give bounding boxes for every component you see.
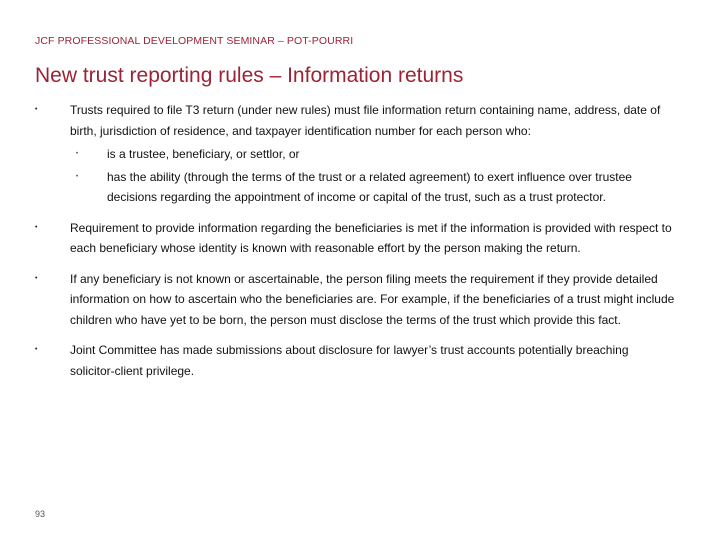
sub-bullet-marker: • xyxy=(76,173,79,180)
sub-bullet-text: is a trustee, beneficiary, or settlor, or xyxy=(107,147,300,161)
bullet-marker: • xyxy=(35,106,38,113)
bullet-row xyxy=(35,340,675,381)
bullet-list xyxy=(35,100,675,383)
bullet-item xyxy=(35,218,675,259)
sub-bullet-marker: • xyxy=(76,151,79,157)
bullet-item xyxy=(35,269,675,331)
bullet-row xyxy=(35,218,675,259)
bullet-row xyxy=(35,100,675,141)
bullet-text: Trusts required to file T3 return (under new rules) must file information return containing name, address, date of birth, jurisdiction of residence, and taxpayer identification number for each person who: xyxy=(70,103,661,138)
sub-bullet-text: has the ability (through the terms of the trust or a related agreement) to exert influence over trustee decisions regarding the appointment of income or capital of the trust, such as a trust protector. xyxy=(107,169,632,204)
sub-bullet-item xyxy=(70,167,675,208)
bullet-text: Requirement to provide information regarding the beneficiaries is met if the information is provided with respect to each beneficiary whose identity is known with reasonable effort by the person making the return. xyxy=(70,220,672,255)
bullet-item xyxy=(35,100,675,208)
bullet-item xyxy=(35,340,675,381)
bullet-marker: • xyxy=(35,346,38,353)
header-label: JCF PROFESSIONAL DEVELOPMENT SEMINAR – POT-POURRI xyxy=(35,35,354,47)
bullet-text: Joint Committee has made submissions about disclosure for lawyer’s trust accounts potentially breaching solicitor-client privilege. xyxy=(70,343,629,378)
bullet-row xyxy=(35,269,675,331)
page-number: 93 xyxy=(35,509,46,519)
bullet-marker: • xyxy=(35,274,38,282)
sub-bullet-item xyxy=(70,144,675,165)
sub-bullet-list xyxy=(70,144,675,208)
bullet-text: If any beneficiary is not known or ascertainable, the person filing meets the requirement if they provide detailed information on how to ascertain who the beneficiaries are. For example, if the beneficiaries of a trust might include children who have yet to be born, the person must disclose the terms of the trust which provide this fact. xyxy=(70,271,675,327)
slide-title: New trust reporting rules – Information returns xyxy=(35,64,464,87)
bullet-marker: • xyxy=(35,223,38,231)
